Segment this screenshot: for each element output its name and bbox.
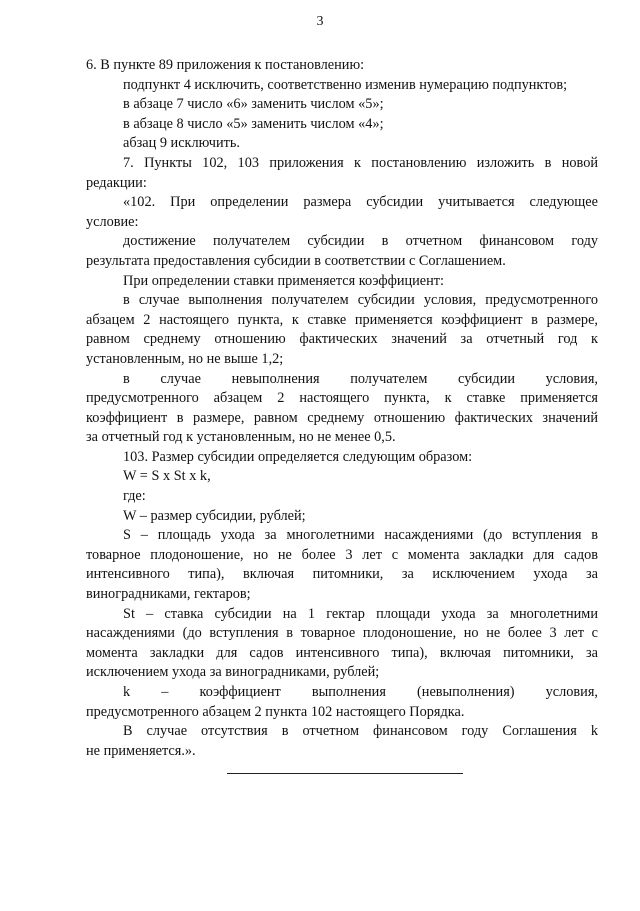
formula: W = S x St x k,	[123, 468, 211, 485]
text-line: равном среднему отношению фактических значений за отчетный год к	[86, 331, 598, 348]
text-line: редакции:	[86, 174, 147, 191]
text-line: W – размер субсидии, рублей;	[123, 507, 306, 524]
text-line: исключением ухода за виноградниками, рублей;	[86, 664, 380, 681]
text-line: При определении ставки применяется коэффициент:	[123, 272, 445, 289]
page-number: 3	[316, 14, 324, 29]
text-line: абзацем 2 настоящего пункта, к ставке применяется коэффициент в размере,	[86, 311, 598, 328]
text-line: где:	[123, 488, 146, 505]
text-line: виноградниками, гектаров;	[86, 586, 251, 603]
text-line: коэффициент в размере, равном среднему отношению фактических значений	[86, 409, 598, 426]
text-line: подпункт 4 исключить, соответственно изменив нумерацию подпунктов;	[123, 76, 568, 93]
text-line: абзац 9 исключить.	[123, 135, 240, 152]
text-line: в абзаце 8 число «5» заменить числом «4»;	[123, 115, 384, 132]
text-line: St – ставка субсидии на 1 гектар площади ухода за многолетними	[123, 605, 598, 622]
text-line: в случае невыполнения получателем субсидии условия,	[123, 370, 598, 387]
text-line: S – площадь ухода за многолетними насаждениями (до вступления в	[123, 527, 598, 544]
text-line: 6. В пункте 89 приложения к постановлению:	[86, 57, 365, 73]
text-line: товарное плодоношение, но не более 3 лет с момента закладки для садов	[86, 546, 598, 563]
text-line: «102. При определении размера субсидии учитывается следующее	[123, 194, 598, 211]
text-line: 103. Размер субсидии определяется следующим образом:	[123, 448, 473, 465]
text-line: за отчетный год к установленным, но не менее 0,5.	[86, 429, 396, 446]
text-line: предусмотренного абзацем 2 пункта 102 настоящего Порядка.	[86, 703, 465, 720]
text-line: условие:	[86, 213, 139, 230]
text-line: предусмотренного абзацем 2 настоящего пункта, к ставке применяется	[86, 390, 598, 407]
text-line: в случае выполнения получателем субсидии условия, предусмотренного	[123, 292, 598, 309]
text-line: интенсивного типа), включая питомники, за исключением ухода за	[86, 566, 598, 583]
text-line: k – коэффициент выполнения (невыполнения) условия,	[123, 684, 598, 700]
text-line: достижение получателем субсидии в отчетном финансовом году	[123, 233, 598, 250]
text-line: момента закладки для садов интенсивного типа), включая питомники, за	[86, 644, 598, 661]
text-line: установленным, но не выше 1,2;	[86, 350, 284, 367]
document-body	[86, 56, 598, 761]
end-divider	[227, 773, 463, 774]
text-line: не применяется.».	[86, 742, 196, 759]
text-line: в абзаце 7 число «6» заменить числом «5»;	[123, 96, 384, 113]
text-line: результата предоставления субсидии в соответствии с Соглашением.	[86, 252, 506, 269]
text-line: насаждениями (до вступления в товарное плодоношение, но не более 3 лет с	[86, 625, 598, 642]
text-line: 7. Пункты 102, 103 приложения к постановлению изложить в новой	[123, 154, 598, 171]
text-line: В случае отсутствия в отчетном финансовом году Соглашения k	[123, 723, 598, 740]
